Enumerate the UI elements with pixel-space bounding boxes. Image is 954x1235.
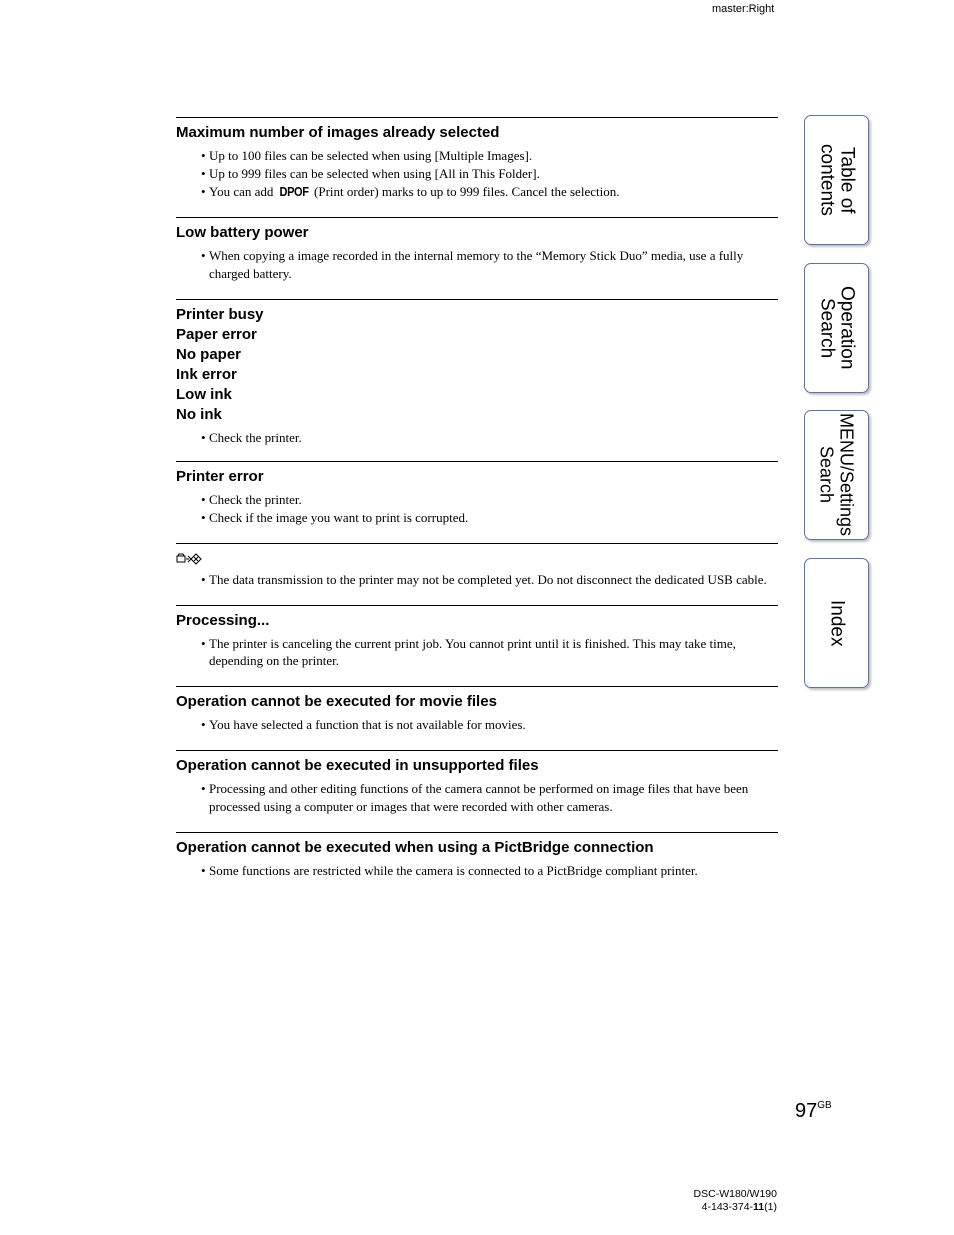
- bullet-list: [176, 635, 778, 670]
- section-heading: Operation cannot be executed when using a PictBridge connection: [176, 838, 654, 856]
- bullet-item: • The data transmission to the printer may not be completed yet. Do not disconnect the dedicated USB cable.: [176, 571, 778, 589]
- section-printer-status: [176, 299, 778, 461]
- footer: [694, 1188, 777, 1214]
- bullet-item: • Check if the image you want to print is corrupted.: [176, 509, 778, 527]
- bullet-list: [176, 716, 778, 734]
- section-pictbridge: [176, 832, 778, 896]
- bullet-item: • Processing and other editing functions of the camera cannot be performed on image files that have been processed using a computer or images that were recorded with other cameras.: [176, 780, 778, 815]
- bullet-text: (Print order) marks to up to 999 files. Cancel the selection.: [310, 184, 620, 199]
- bullet-list: [176, 862, 778, 880]
- error-message-list: [176, 117, 778, 896]
- footer-code-prefix: 4-143-374-: [701, 1201, 754, 1213]
- page-number-suffix: GB: [817, 1100, 832, 1111]
- tab-menu-settings-search[interactable]: [804, 410, 869, 540]
- tab-label: Table of contents: [816, 144, 858, 216]
- tab-table-of-contents[interactable]: [804, 115, 869, 245]
- bullet-list: [176, 491, 778, 527]
- master-label: master:Right: [712, 3, 775, 15]
- section-heading: Paper error: [176, 325, 257, 343]
- bullet-item: • You have selected a function that is not available for movies.: [176, 716, 778, 734]
- bullet-item-dpof: [176, 183, 778, 201]
- footer-code-suffix: (1): [764, 1201, 777, 1213]
- section-processing: [176, 605, 778, 687]
- bullet-text: You can add: [209, 184, 277, 199]
- section-heading: Operation cannot be executed for movie files: [176, 693, 497, 710]
- tab-label: MENU/Settings Search: [816, 413, 857, 537]
- section-heading: Low ink: [176, 385, 232, 403]
- tab-operation-search[interactable]: [804, 263, 869, 393]
- tab-label: Index: [826, 599, 848, 647]
- bullet-list: [176, 247, 778, 282]
- tab-index[interactable]: [804, 558, 869, 688]
- printer-transfer-icon: [176, 549, 778, 569]
- bullet-list: [176, 147, 778, 201]
- section-low-battery: [176, 217, 778, 299]
- bullet-item: • Up to 999 files can be selected when using [All in This Folder].: [176, 165, 778, 183]
- page-number: [795, 1100, 832, 1123]
- section-heading: Low battery power: [176, 224, 309, 241]
- bullet-item: • Some functions are restricted while the camera is connected to a PictBridge compliant printer.: [176, 862, 778, 880]
- section-heading: Maximum number of images already selected: [176, 124, 500, 141]
- section-transfer-icon: [176, 543, 778, 605]
- section-heading: Printer error: [176, 467, 264, 485]
- bullet-list: [176, 571, 778, 589]
- section-max-images: [176, 117, 778, 217]
- footer-code-bold: 11: [753, 1201, 765, 1213]
- section-movie-files: [176, 686, 778, 750]
- section-heading: Operation cannot be executed in unsupported files: [176, 757, 539, 774]
- section-unsupported-files: [176, 750, 778, 832]
- tab-label: Operation Search: [816, 286, 858, 370]
- section-heading: Ink error: [176, 365, 237, 383]
- bullet-item: • The printer is canceling the current print job. You cannot print until it is finished. This may take time, depending on the printer.: [176, 635, 778, 670]
- bullet-item: • Up to 100 files can be selected when using [Multiple Images].: [176, 147, 778, 165]
- bullet-list: [176, 429, 778, 447]
- section-heading: No paper: [176, 345, 242, 363]
- footer-model: DSC-W180/W190: [693, 1188, 777, 1200]
- dpof-mark-icon: DPOF: [279, 184, 309, 199]
- bullet-list: [176, 780, 778, 815]
- section-heading: Printer busy: [176, 305, 264, 323]
- page-number-value: 97: [795, 1100, 818, 1122]
- section-heading: No ink: [176, 405, 222, 423]
- section-printer-error: [176, 461, 778, 543]
- bullet-item: • When copying a image recorded in the internal memory to the “Memory Stick Duo” media, use a fully charged battery.: [176, 247, 778, 282]
- section-heading: Processing...: [176, 611, 270, 629]
- bullet-item: • Check the printer.: [176, 429, 778, 447]
- bullet-item: • Check the printer.: [176, 491, 778, 509]
- footer-code: [694, 1201, 777, 1214]
